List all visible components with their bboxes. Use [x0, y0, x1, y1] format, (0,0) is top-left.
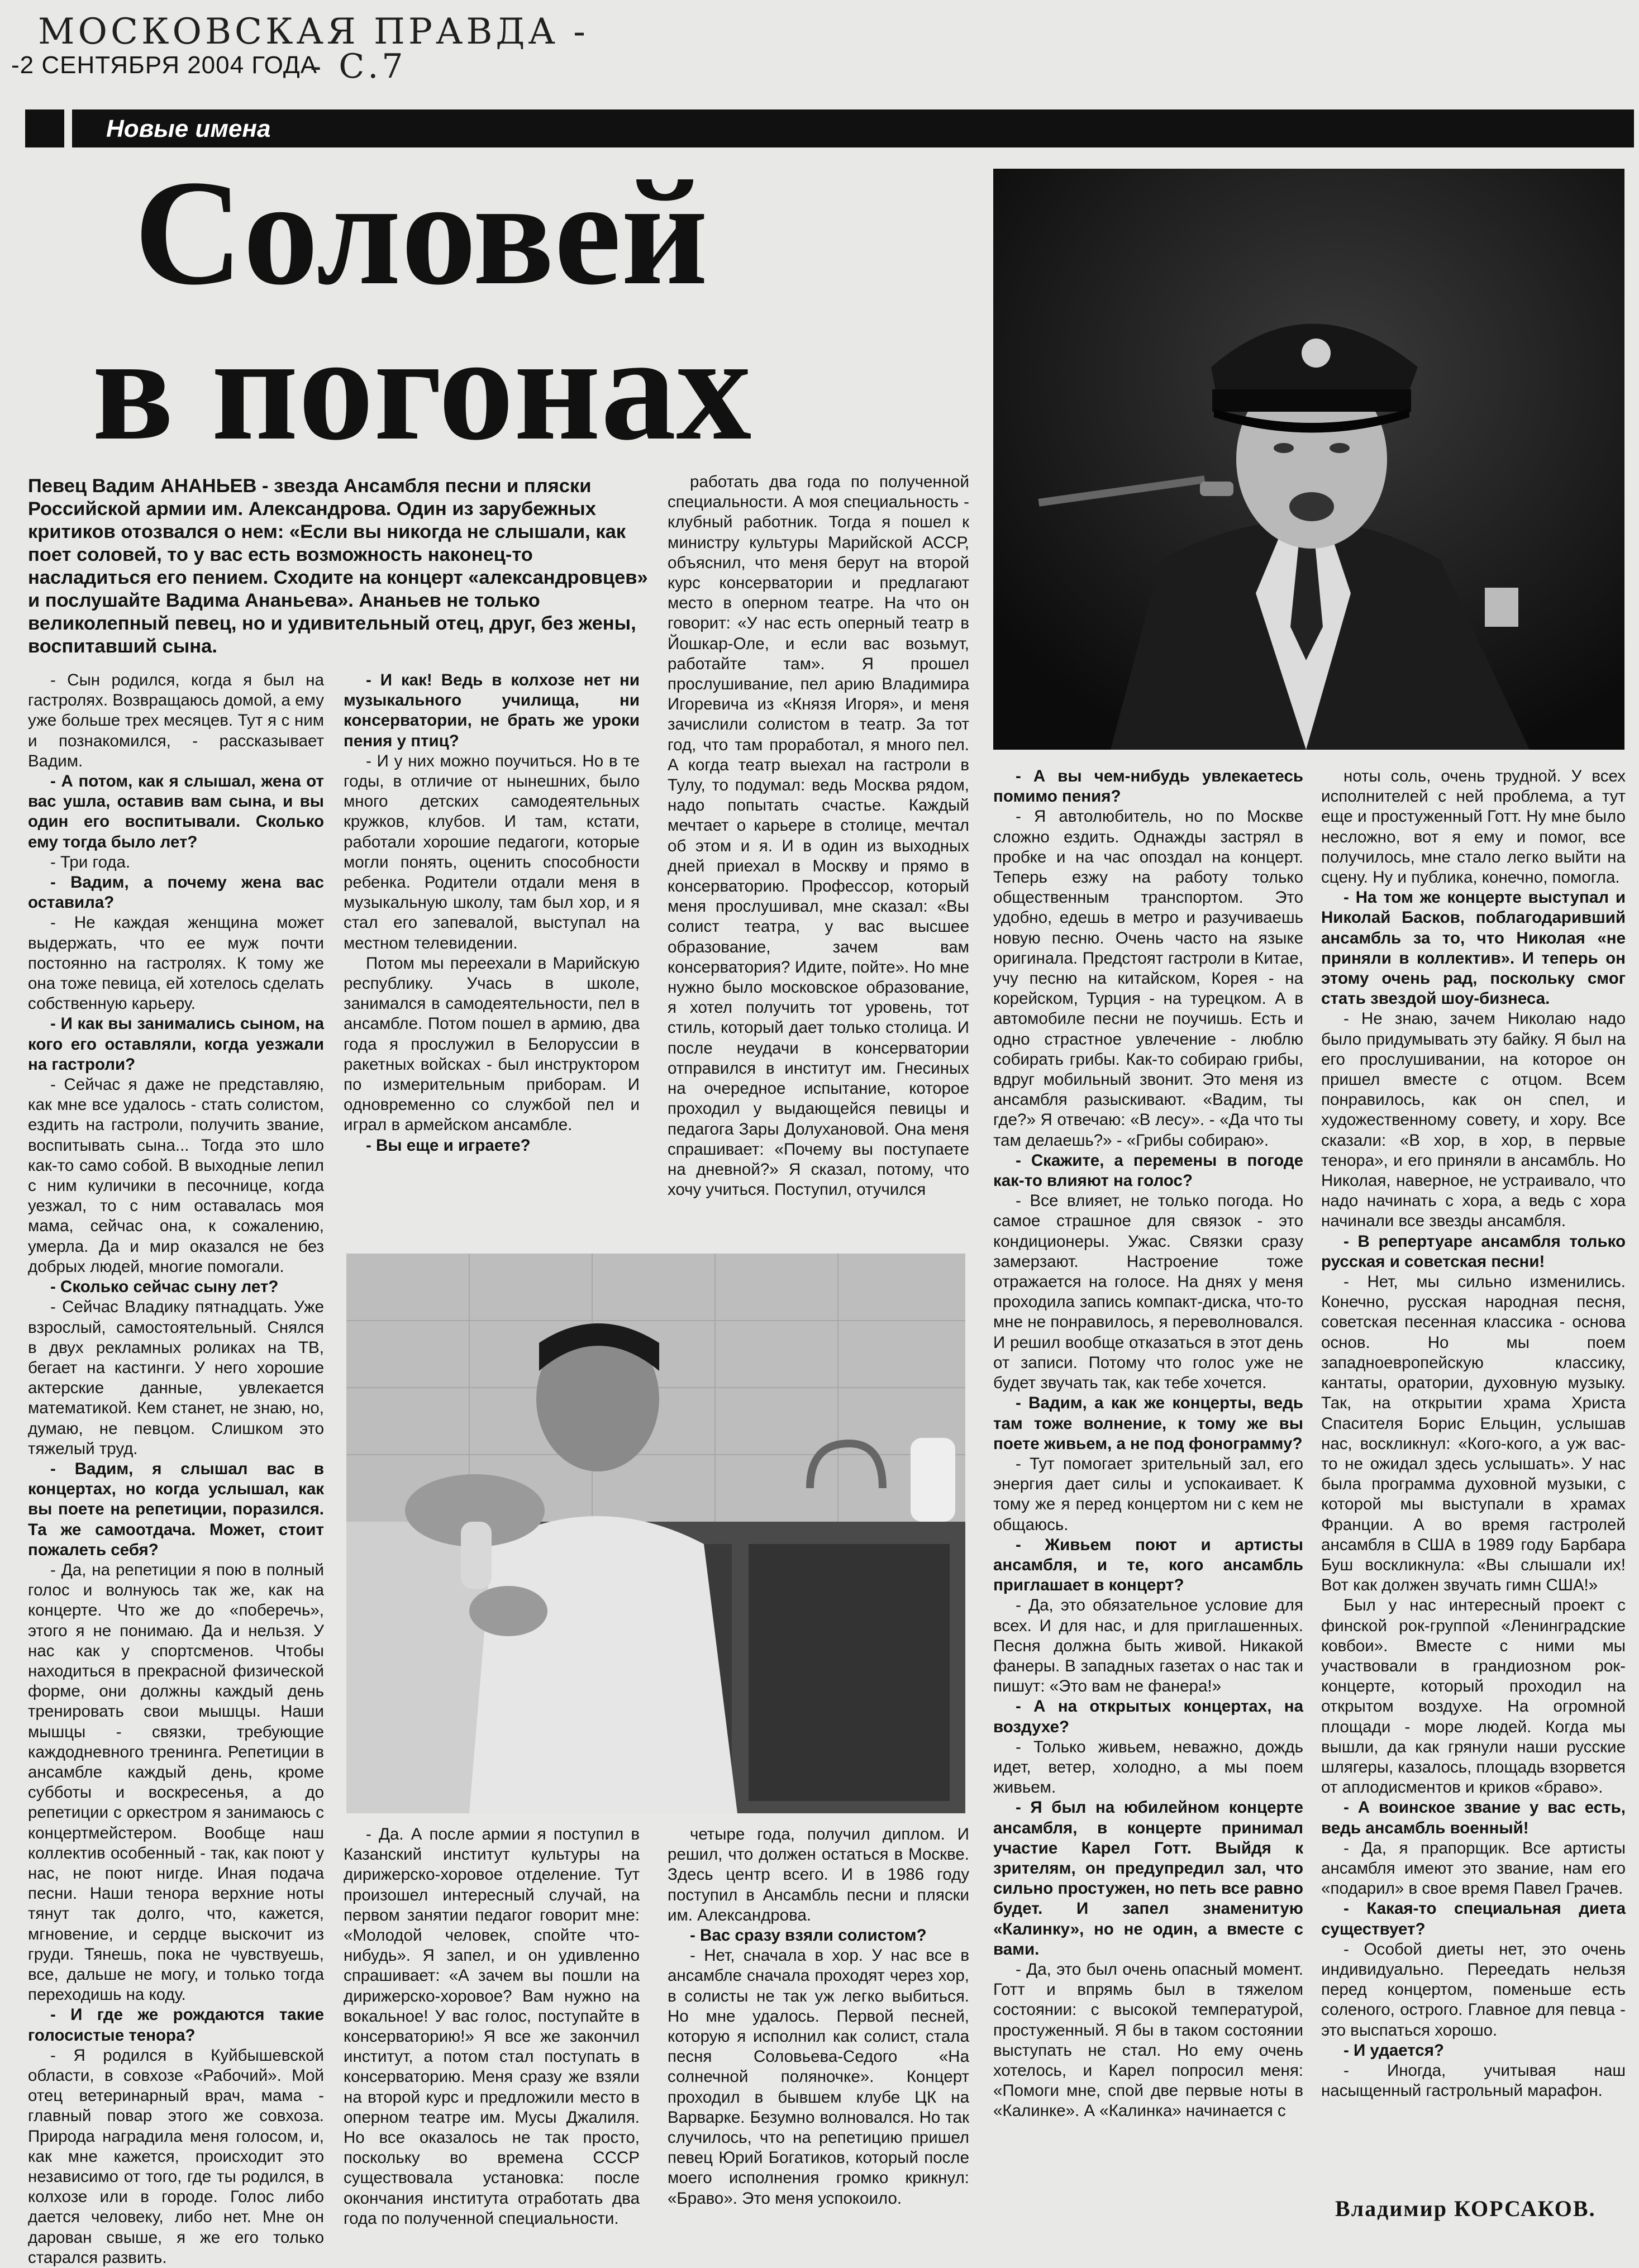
interview-question: - Какая-то специальная диета существует? — [1321, 1899, 1626, 1938]
photo-singer — [993, 169, 1624, 750]
interview-question: - И как вы занимались сыном, на кого его оставляли, когда уезжали на гастроли? — [28, 1014, 324, 1074]
headline-line-2: в погонах — [92, 304, 752, 471]
interview-question: - И удается? — [1343, 2041, 1444, 2060]
interview-question: - Вадим, я слышал вас в концертах, но когда услышал, как вы поете на репетиции, поразился. Та же самоотдача. Может, стоит пожалеть себя? — [28, 1459, 324, 1559]
interview-answer: - Да, это был очень опасный момент. Готт и впрямь был в тяжелом состоянии: с высокой температурой, простуженный. Я бы в таком состоянии выступать не стал. Но ему очень хотелось, и Карел попросил меня: «Помоги мне, спой две первые ноты в «Калинке». А «Калинка» начинается с — [993, 1960, 1303, 2121]
interview-question: - Вадим, а как же концерты, ведь там тоже волнение, к тому же вы поете живьем, а не под фонограмму? — [993, 1394, 1303, 1453]
interview-question: - И где же рождаются такие голосистые тенора? — [28, 2005, 324, 2045]
date-line: -2 СЕНТЯБРЯ 2004 ГОДА — [11, 51, 318, 79]
interview-question: - А воинское звание у вас есть, ведь ансамбль военный! — [1321, 1798, 1626, 1837]
interview-question: - На том же концерте выступал и Николай Басков, поблагодаривший ансамбль за то, что Николая «не приняли в коллектив». И теперь он этому очень рад, поскольку смог стать звездой шоу-бизнеса. — [1321, 888, 1626, 1008]
interview-question: - Вы еще и играете? — [366, 1136, 531, 1155]
rubric-marker — [25, 109, 72, 147]
rubric-label: Новые имена — [106, 115, 271, 142]
column-3-bottom — [668, 1824, 969, 2229]
interview-answer: - Да. А после армии я поступил в Казанский институт культуры на дирижерско-хоровое отделение. Тут произошел интересный случай, на первом занятии педагог говорит мне: «Молодой человек, спойте что-нибудь». Я запел, и он удивленно спрашивает: «А зачем вы пошли на дирижерско-хоровое? Вам нужно на вокальное! У вас голос, поступайте в консерваторию!» Я все же закончил институт, а потом стал поступать в консерваторию. Меня сразу же взяли на второй курс и предложили место в оперном театре им. Мусы Джалиля. Но все оказалось не так просто, поскольку во времена СССР существовала установка: после окончания института отработать два года по полученной специальности. — [344, 1825, 640, 2228]
interview-answer: - Да, я прапорщик. Все артисты ансамбля имеют это звание, нам его «подарил» в свое время Павел Грачев. — [1321, 1838, 1626, 1898]
headline-line-1: Соловей — [134, 149, 708, 316]
interview-answer: - Все влияет, не только погода. Но самое страшное для связок - это кондиционеры. Ужас. Связки сразу замерзают. Настроение тоже отражается на голосе. На днях у меня проходила запись компакт-диска, что-то мне не понравилось, я переволновался. И решил вообще отказаться в этот день от записи. Потому что голос уже не будет звучать так, как тебе хочется. — [993, 1192, 1303, 1393]
interview-answer: - Да, на репетиции я пою в полный голос и волнуюсь так же, как на концерте. Что же до «поберечь», этого я не понимаю. Да и нельзя. У нас как у спортсменов. Чтобы находиться в прекрасной физической форме, они должны каждый день тренировать свои мышцы. Наши мышцы - связки, требующие каждодневного тренинга. Репетиции в ансамбле каждый день, кроме субботы и воскресенья, а до репетиции с оркестром я занимаюсь с концертмейстером. Вообще наш коллектив особенный - так, как поют у нас, не поют нигде. Иная подача песни. Наши тенора верхние ноты тянут так долго, что, кажется, мгновение, и сердце выскочит из груди. Тянешь, пока не чувствуешь, все, дальше не могу, и только тогда переходишь на коду. — [28, 1560, 324, 2004]
interview-question: - В репертуаре ансамбля только русская и советская песни! — [1321, 1232, 1626, 1271]
interview-answer: - Только живьем, неважно, дождь идет, ветер, холодно, а мы поем живьем. — [993, 1737, 1303, 1797]
interview-question: - А потом, как я слышал, жена от вас ушла, оставив вам сына, и вы один его воспитывали. Сколько ему тогда было лет? — [28, 772, 324, 851]
interview-answer: ноты соль, очень трудной. У всех исполнителей с ней проблема, а тут еще и простуженный Готт. Ну мне было несложно, вот я ему и помог, все получилось, мне стало легко выйти на сцену. Ну и публика, конечно, помогла. — [1321, 767, 1626, 887]
column-4 — [993, 766, 1303, 2229]
interview-question: - А на открытых концертах, на воздухе? — [993, 1697, 1303, 1736]
interview-answer: - Сейчас я даже не представляю, как мне все удалось - стать солистом, ездить на гастроли, получить звание, воспитывать сына... Тогда это шло как-то само собой. В выходные лепил с ним куличики в песочнице, когда уезжал, то с ним оставалась моя мама, сейчас она, к сожалению, умерла. Да и мир оказался не без добрых людей, многие помогали. — [28, 1075, 324, 1276]
article-lead: Певец Вадим АНАНЬЕВ - звезда Ансамбля песни и пляски Российской армии им. Александрова. Один из зарубежных критиков отозвался о нем: «Если вы никогда не слышали, как поет соловей, то у вас есть возможность наконец-то насладиться его пением. Сходите на концерт «александровцев» и послушайте Вадима Ананьева». Ананьев не только великолепный певец, но и удивительный отец, друг, без жены, воспитавший сына. — [28, 475, 648, 657]
interview-answer: - Да, это обязательное условие для всех. И для нас, и для приглашенных. Песня должна быть живой. Никакой фанеры. В западных газетах о нас так и пишут: «Это вам не фанера!» — [993, 1596, 1303, 1696]
interview-answer: работать два года по полученной специальности. А моя специальность - клубный работник. Тогда я пошел к министру культуры Марийской АССР, объяснил, что меня берут на второй курс консерватории и предлагают место в оперном театре. На что он говорит: «У нас есть оперный театр в Йошкар-Оле, и если вас возьмут, работайте там». Я прошел прослушивание, пел арию Владимира Игоревича из «Князя Игоря», и меня зачислили солистом в театр. За тот год, что там проработал, я много пел. А когда театр выехал на гастроли в Тулу, то подумал: ведь Москва рядом, надо попытать счастье. Каждый мечтает о карьере в столице, мечтал об этом и я. И в один из выходных дней приехал в Москву и прямо в консерваторию. Профессор, который меня прослушивал, мне сказал: «Вы солист театра, у вас высшее образование, зачем вам консерватория? Идите, пойте». Но мне нужно было московское образование, я хотел получить тот уровень, тот стиль, который дает только столица. И после неудачи в консерватории отправился в институт им. Гнесиных на очередное испытание, которое проходил у выдающейся певицы и педагога Зары Долухановой. Она меня спрашивает: «Почему вы поступаете на дневной?» Я сказал, потому, что хочу учиться. Поступил, отучился — [668, 473, 969, 1199]
interview-question: - Вас сразу взяли солистом? — [690, 1926, 927, 1945]
interview-answer: - Сын родился, когда я был на гастролях. Возвращаюсь домой, а ему уже больше трех месяцев. Тут я с ним и познакомился, - рассказывает Вадим. — [28, 671, 324, 770]
interview-question: - Скажите, а перемены в погоде как-то влияют на голос? — [993, 1151, 1303, 1190]
interview-question: - Сколько сейчас сыну лет? — [50, 1278, 279, 1297]
interview-answer: - Три года. — [50, 852, 131, 871]
interview-answer: - Тут помогает зрительный зал, его энергия дает силы и успокаивает. К тому же я перед концертом ни с кем не общаюсь. — [993, 1454, 1303, 1534]
interview-answer: - И у них можно поучиться. Но в те годы, в отличие от нынешних, было много детских самодеятельных кружков, клубов. И там, кстати, работали хорошие педагоги, которые могли понять, оценить способности ребенка. Родители отдали меня в музыкальную школу, там был хор, и я стал его запевалой, выступал на местном телевидении. — [344, 751, 640, 952]
interview-answer: - Я автолюбитель, но по Москве сложно ездить. Однажды застрял в пробке и на час опоздал на концерт. Теперь езжу на работу только общественным транспортом. Это удобно, едешь в метро и разучиваешь новую песню. Очень часто на языке оригинала. Предстоят гастроли в Китае, учу песню на китайском, Корея - на корейском, Турция - на турецком. А в автомобиле песни не поучишь. Есть и одно страстное увлечение - люблю собирать грибы. Как-то собираю грибы, вдруг мобильный звонит. Это меня из ансамбля разыскивают. «Вадим, ты где?» Я отвечаю: «В лесу». - «Да что ты там делаешь?» - «Грибы собираю». — [993, 807, 1303, 1150]
interview-answer: Был у нас интересный проект с финской рок-группой «Ленинградские ковбои». Вместе с ними мы участвовали в грандиозном рок-концерте, который проходил на открытом воздухе. На огромной площади - море людей. Когда мы вышли, да как грянули наши русские шлягеры, казалось, площадь взорвется от аплодисментов и криков «браво». — [1321, 1596, 1626, 1797]
interview-question: - И как! Ведь в колхозе нет ни музыкального училища, ни консерватории, не брать же уроки пения у птиц? — [344, 671, 640, 750]
interview-answer: четыре года, получил диплом. И решил, что должен остаться в Москве. Здесь центр всего. И в 1986 году поступил в Ансамбль песни и пляски им. Александрова. — [668, 1825, 969, 1924]
column-1 — [28, 670, 324, 2267]
interview-answer: Потом мы переехали в Марийскую республику. Учась в школе, занимался в самодеятельности, пел в ансамбле. Потом пошел в армию, два года я прослужил в Белоруссии в ракетных войсках - был инструктором по измерительным приборам. И одновременно со службой пел и играл в армейском ансамбле. — [344, 954, 640, 1135]
singer-photo-icon — [993, 169, 1624, 750]
interview-question: - А вы чем-нибудь увлекаетесь помимо пения? — [993, 767, 1303, 806]
column-5 — [1321, 766, 1626, 2185]
interview-question: - Я был на юбилейном концерте ансамбля, в концерте принимал участие Карел Готт. Выйдя к зрителям, он предупредил зал, что сильно простужен, но петь все равно будет. И запел знаменитую «Калинку», но не один, а вместе с вами. — [993, 1798, 1303, 1959]
interview-answer: - Не каждая женщина может выдержать, что ее муж почти постоянно на гастролях. К тому же она тоже певица, ей хотелось сделать собственную карьеру. — [28, 913, 324, 1013]
interview-answer: - Сейчас Владику пятнадцать. Уже взрослый, самостоятельный. Снялся в двух рекламных роликах на ТВ, бегает на кастинги. У него хорошие актерские данные, увлекается математикой. Кем станет, не знаю, но, думаю, не певцом. Слишком это тяжелый труд. — [28, 1298, 324, 1458]
author-signature: Владимир КОРСАКОВ. — [1335, 2196, 1596, 2221]
interview-answer: - Нет, мы сильно изменились. Конечно, русская народная песня, советская песенная классика - основа основ. Но мы поем западноевропейскую классику, кантаты, оратории, духовную музыку. Так, на открытии храма Христа Спасителя Борис Ельцин, услышав нас, воскликнул: «Кого-кого, а уж вас-то не ожидал здесь услышать». У нас была программа духовной музыки, с которой мы выступали в храмах Франции. А во время гастролей ансамбля в США в 1989 году Барбара Буш воскликнула: «Вы слышали их! Вот как должен звучать гимн США!» — [1321, 1273, 1626, 1595]
interview-answer: - Я родился в Куйбышевской области, в совхозе «Рабочий». Мой отец ветеринарный врач, мама - главный повар этого же совхоза. Природа наградила меня голосом, и, как мне кажется, происходит это независимо от того, где ты родился, в колхозе или в городе. Голос либо дается человеку, либо нет. Мне он дарован свыше, я же его только старался развить. — [28, 2046, 324, 2267]
interview-answer: - Особой диеты нет, это очень индивидуально. Переедать нельзя перед концертом, поменьше есть соленого, острого. Главное для певца - это выспаться хорошо. — [1321, 1940, 1626, 2040]
column-3-top — [668, 472, 969, 1237]
photo-man-mushroom — [346, 1254, 965, 1813]
interview-answer: - Не знаю, зачем Николаю надо было придумывать эту байку. Я был на его прослушивании, на которое он пришел вместе с отцом. Всем понравилось, как он спел, и художественному совету, и хору. Все сказали: «В хор, в хор, в первые тенора», и его приняли в ансамбль. Но Николая, наверное, не устраивало, что надо начинать с хора, а ведь с хора начинали все звезды ансамбля. — [1321, 1009, 1626, 1231]
handwritten-source: МОСКОВСКАЯ ПРАВДА - — [38, 11, 589, 53]
interview-answer: - Иногда, учитывая наш насыщенный гастрольный марафон. — [1321, 2061, 1626, 2100]
interview-question: - Живьем поют и артисты ансамбля, и те, кого ансамбль приглашает в концерт? — [993, 1535, 1303, 1595]
mushroom-photo-icon — [346, 1254, 965, 1813]
column-2-bottom — [344, 1824, 640, 2229]
handwritten-page-number: - С.7 — [310, 47, 407, 86]
column-2-top — [344, 670, 640, 1235]
interview-question: - Вадим, а почему жена вас оставила? — [28, 873, 324, 912]
interview-answer: - Нет, сначала в хор. У нас все в ансамбле сначала проходят через хор, в солисты не так уж легко выбиться. Но мне удалось. Первой песней, которую я исполнил как солист, стала песня Соловьева-Седого «На солнечной поляночке». Концерт проходил в бывшем клубе ЦК на Варварке. Безумно волновался. Но так случилось, что на репетицию пришел певец Юрий Богатиков, который после моего исполнения громко крикнул: «Браво». Это меня успокоило. — [668, 1946, 969, 2208]
